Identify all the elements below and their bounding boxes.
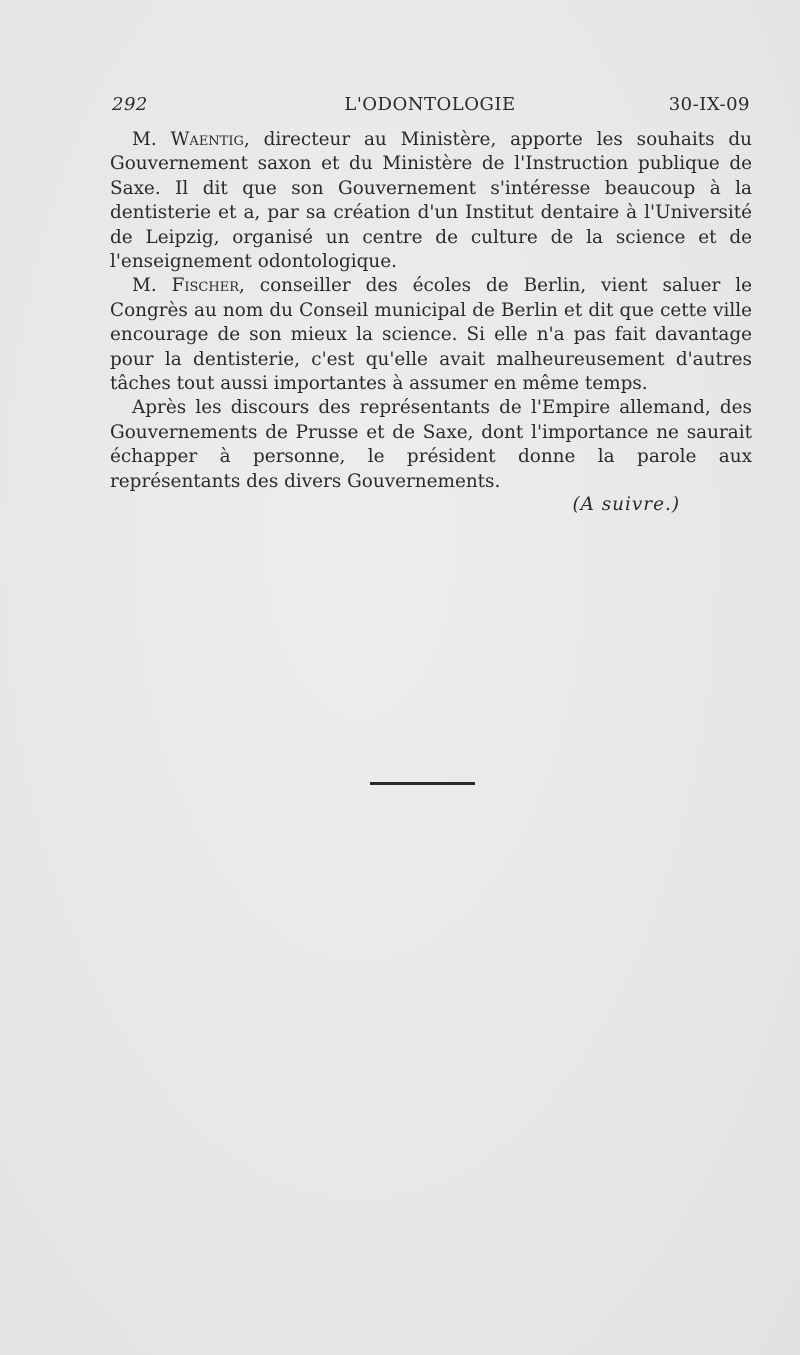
running-head [110, 94, 750, 118]
paragraph-text: , conseiller des écoles de Berlin, vient saluer le Congrès au nom du Conseil municipal de Berlin et dit que cette ville encourage de son mieux la science. Si elle n'a pas fait davantage pour la dentisterie, c'est qu'elle avait malheureusement d'autres tâches tout aussi importantes à assumer en même temps. [110, 275, 753, 395]
page-number: 292 [112, 94, 148, 115]
paragraph-fischer [110, 274, 752, 396]
speaker-name: Waentig [170, 129, 244, 150]
issue-date: 30-IX-09 [668, 94, 750, 115]
article-body [110, 128, 752, 494]
speaker-name: Fischer [171, 275, 239, 297]
paragraph-waentig [110, 128, 752, 274]
paragraph-closing [110, 396, 752, 494]
section-end-rule [370, 782, 475, 785]
paragraph-prefix: M. [132, 275, 172, 297]
continued-note: (A suivre.) [572, 494, 680, 515]
paragraph-prefix: M. [132, 129, 171, 150]
journal-title: L'ODONTOLOGIE [344, 94, 516, 115]
paragraph-text: Après les discours des représentants de l'Empire allemand, des Gouvernements de Prusse et de Saxe, dont l'importance ne saurait échapper à personne, le président donne la parole aux représentants des divers Gouvernements. [110, 397, 752, 492]
paragraph-text: , directeur au Ministère, apporte les souhaits du Gouvernement saxon et du Ministère de l'Instruction publique de Saxe. Il dit que son Gouvernement s'intéresse beaucoup à la dentisterie et a, par sa création d'un Institut dentaire à l'Université de Leipzig, organisé un centre de culture de la science et de l'enseignement odontologique. [110, 129, 753, 273]
